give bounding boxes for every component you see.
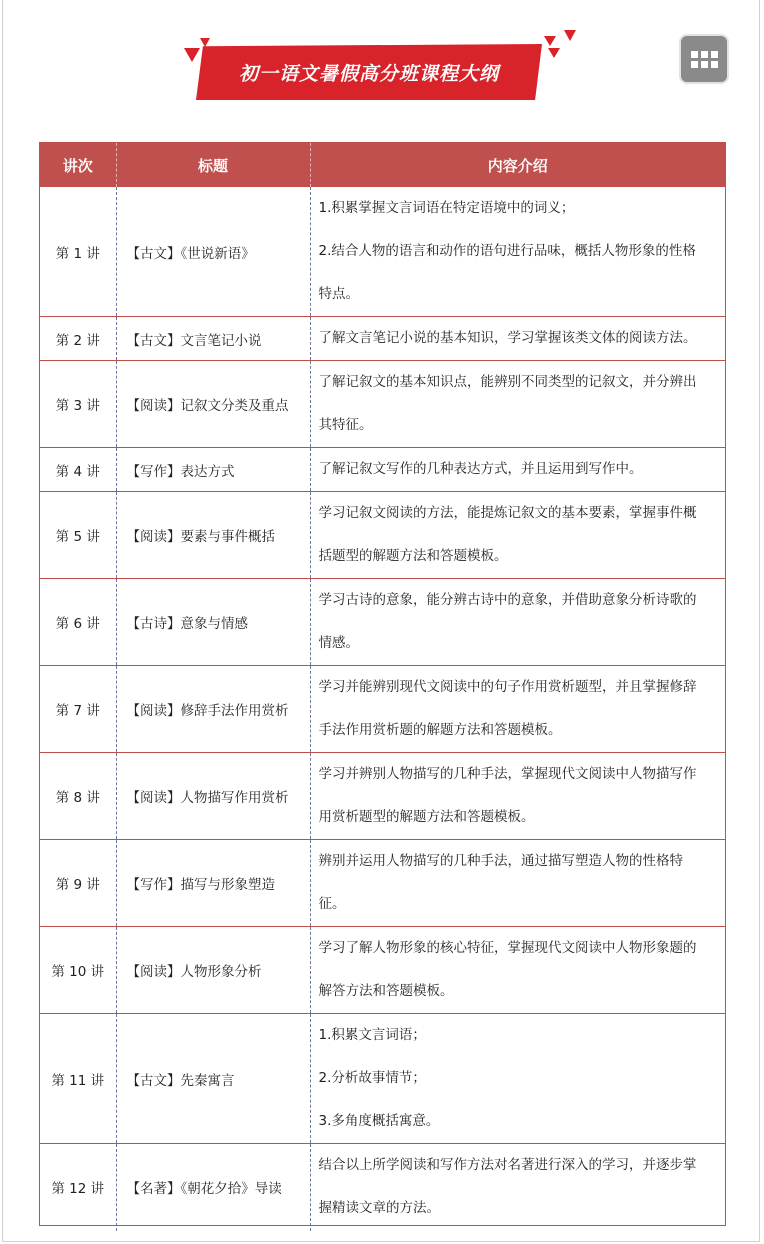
lecture-title: 【阅读】记叙文分类及重点: [116, 361, 310, 448]
table-row: [40, 361, 725, 448]
description-line: 征。: [318, 896, 346, 912]
lecture-title: 【名著】《朝花夕拾》导读: [116, 1144, 310, 1231]
lecture-number: 第 8 讲: [40, 753, 116, 840]
menu-dot: [691, 61, 698, 68]
description-line: 2.结合人物的语言和动作的语句进行品味，概括人物形象的性格: [318, 243, 696, 259]
lecture-description: [310, 492, 725, 579]
lecture-number: 第 2 讲: [40, 317, 116, 361]
table-row: [40, 492, 725, 579]
table-row: [40, 927, 725, 1014]
lecture-description: [310, 361, 725, 448]
description-line: 学习古诗的意象，能分辨古诗中的意象，并借助意象分析诗歌的: [318, 592, 697, 608]
lecture-description: [310, 1144, 725, 1231]
lecture-number: 第 4 讲: [40, 448, 116, 492]
lecture-number: 第 1 讲: [55, 245, 100, 262]
header-content: 内容介绍: [310, 143, 725, 187]
lecture-description: [310, 666, 725, 753]
lecture-number: 第 7 讲: [40, 666, 116, 753]
lecture-title: 【阅读】要素与事件概括: [116, 492, 310, 579]
decor-triangle-icon: [564, 30, 576, 41]
header-lecture: 讲次: [40, 143, 116, 187]
lecture-number: 第 12 讲: [40, 1144, 116, 1231]
description-line: 学习并能辨别现代文阅读中的句子作用赏析题型，并且掌握修辞: [318, 679, 697, 695]
table-row: [40, 840, 725, 927]
lecture-title: 【古文】文言笔记小说: [116, 317, 310, 361]
lecture-number: 第 9 讲: [40, 840, 116, 927]
lecture-description: [310, 187, 725, 317]
header-title: 标题: [116, 143, 310, 187]
description-line: 1.积累掌握文言词语在特定语境中的词义；: [318, 200, 575, 216]
description-line: 学习了解人物形象的核心特征，掌握现代文阅读中人物形象题的: [318, 940, 697, 956]
course-outline-table: [40, 143, 725, 1231]
description-line: 3.多角度概括寓意。: [318, 1113, 440, 1129]
lecture-title: 【阅读】修辞手法作用赏析: [116, 666, 310, 753]
lecture-description: [310, 927, 725, 1014]
lecture-title: 【古文】先秦寓言: [116, 1014, 310, 1144]
description-line: 手法作用赏析题的解题方法和答题模板。: [318, 722, 562, 738]
description-line: 解答方法和答题模板。: [318, 983, 454, 999]
page-title: 初一语文暑假高分班课程大纲: [238, 62, 499, 85]
lecture-description: [310, 753, 725, 840]
menu-dot: [711, 61, 718, 68]
table-row: [40, 1014, 725, 1144]
description-line: 了解记叙文的基本知识点，能辨别不同类型的记叙文，并分辨出: [318, 374, 697, 390]
description-line: 了解记叙文写作的几种表达方式，并且运用到写作中。: [318, 461, 643, 477]
table-header-row: [40, 143, 725, 187]
lecture-number: 第 3 讲: [40, 361, 116, 448]
description-line: 特点。: [318, 286, 359, 302]
lecture-title: 【阅读】人物描写作用赏析: [116, 753, 310, 840]
table-row: [40, 666, 725, 753]
lecture-description: [310, 317, 725, 361]
description-line: 学习记叙文阅读的方法，能提炼记叙文的基本要素，掌握事件概: [318, 505, 697, 521]
lecture-number: 第 6 讲: [40, 579, 116, 666]
table-row: [40, 317, 725, 361]
table-row: [40, 187, 725, 317]
lecture-title: 【写作】表达方式: [116, 448, 310, 492]
table-row: [40, 753, 725, 840]
grid-menu-icon[interactable]: [679, 34, 729, 84]
lecture-description: [310, 579, 725, 666]
description-line: 学习并辨别人物描写的几种手法，掌握现代文阅读中人物描写作: [318, 766, 697, 782]
lecture-description: [310, 1014, 725, 1144]
menu-dot: [701, 61, 708, 68]
description-line: 2.分析故事情节；: [318, 1070, 426, 1086]
lecture-number: 第 5 讲: [40, 492, 116, 579]
menu-dot: [701, 51, 708, 58]
title-banner: [180, 30, 590, 110]
lecture-number: 第 11 讲: [40, 1014, 116, 1144]
lecture-title: 【古诗】意象与情感: [116, 579, 310, 666]
lecture-number: 第 10 讲: [40, 927, 116, 1014]
menu-dot: [711, 51, 718, 58]
lecture-description: [310, 448, 725, 492]
decor-triangle-icon: [548, 48, 560, 58]
table-row: [40, 1144, 725, 1231]
description-line: 结合以上所学阅读和写作方法对名著进行深入的学习，并逐步掌: [318, 1157, 697, 1174]
description-line: 情感。: [318, 635, 359, 651]
description-line: 辨别并运用人物描写的几种手法，通过描写塑造人物的性格特: [318, 853, 683, 869]
table-row: [40, 448, 725, 492]
decor-triangle-icon: [544, 36, 556, 46]
description-line: 1.积累文言词语；: [318, 1027, 426, 1043]
table-row: [40, 579, 725, 666]
description-line: 了解文言笔记小说的基本知识，学习掌握该类文体的阅读方法。: [318, 330, 697, 346]
description-line: 握精读文章的方法。: [318, 1200, 440, 1217]
description-line: 括题型的解题方法和答题模板。: [318, 548, 508, 564]
lecture-title: 【阅读】人物形象分析: [116, 927, 310, 1014]
description-line: 用赏析题型的解题方法和答题模板。: [318, 809, 535, 825]
description-line: 其特征。: [318, 417, 373, 433]
lecture-title: 【写作】描写与形象塑造: [116, 840, 310, 927]
menu-dot: [691, 51, 698, 58]
lecture-title: 【古文】《世说新语》: [116, 187, 310, 317]
lecture-description: [310, 840, 725, 927]
